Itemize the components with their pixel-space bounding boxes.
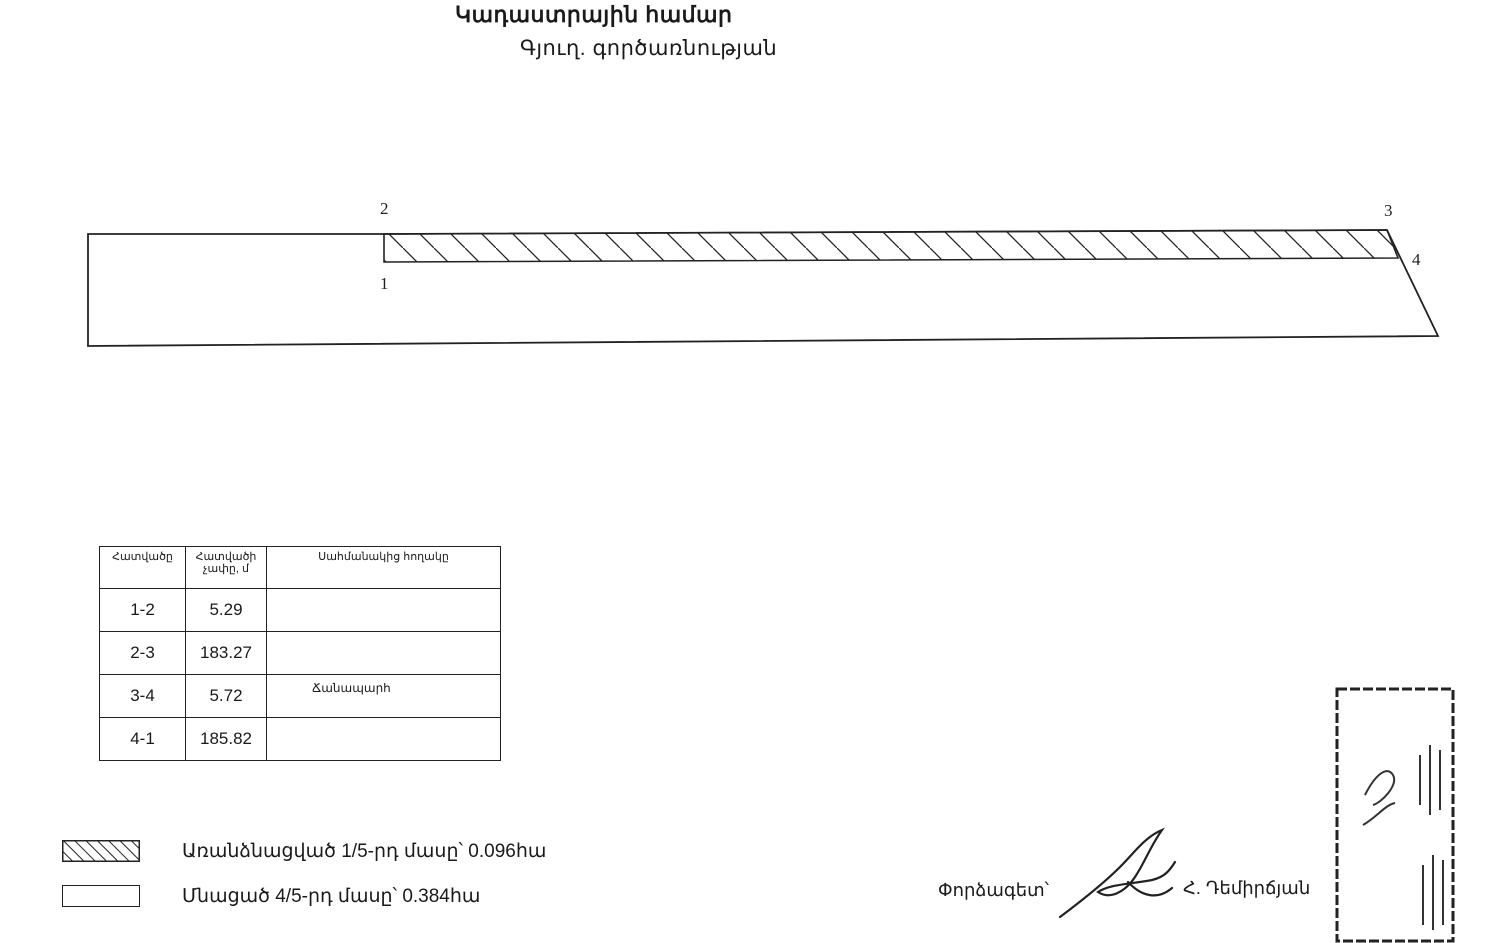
legend-plain-label: Մնացած 4/5-րդ մասը՝ 0.384հա bbox=[182, 885, 481, 907]
length-cell: 5.72 bbox=[186, 675, 267, 718]
table-header-row bbox=[100, 547, 501, 589]
segment-cell: 2-3 bbox=[100, 632, 186, 675]
hatched-swatch bbox=[62, 840, 140, 862]
table-row bbox=[100, 675, 501, 718]
point-label-4: 4 bbox=[1412, 250, 1421, 269]
parcel-plan bbox=[0, 0, 1500, 400]
length-cell: 5.29 bbox=[186, 589, 267, 632]
segment-cell: 1-2 bbox=[100, 589, 186, 632]
document-title: Կադաստրային համար bbox=[455, 2, 733, 27]
point-label-1: 1 bbox=[380, 274, 389, 293]
table-row bbox=[100, 632, 501, 675]
plain-swatch bbox=[62, 885, 140, 907]
point-label-2: 2 bbox=[380, 199, 389, 218]
table-row bbox=[100, 718, 501, 761]
signer-name: Հ. Դեմիրճյան bbox=[1183, 878, 1311, 898]
segment-cell: 3-4 bbox=[100, 675, 186, 718]
handwritten-signature bbox=[1050, 822, 1180, 927]
legend-hatched bbox=[62, 839, 546, 863]
length-cell: 185.82 bbox=[186, 718, 267, 761]
header-segment: Հատվածը bbox=[100, 547, 186, 589]
legend-plain bbox=[62, 884, 480, 908]
neighbor-cell bbox=[267, 718, 501, 761]
boundary-table bbox=[99, 546, 501, 761]
header-length: Հատվածի չափը, մ bbox=[186, 547, 267, 589]
neighbor-cell bbox=[267, 632, 501, 675]
document-subtitle: Գյուղ. գործառնության bbox=[520, 37, 778, 60]
separated-strip bbox=[384, 230, 1398, 262]
point-label-3: 3 bbox=[1384, 201, 1393, 220]
neighbor-cell: Ճանապարհ bbox=[267, 675, 501, 718]
neighbor-cell bbox=[267, 589, 501, 632]
segment-cell: 4-1 bbox=[100, 718, 186, 761]
signer-role: Փորձագետ՝ bbox=[938, 880, 1049, 900]
official-stamp bbox=[1325, 685, 1460, 943]
length-cell: 183.27 bbox=[186, 632, 267, 675]
header-neighbor: Սահմանակից հողակը bbox=[267, 547, 501, 589]
table-row bbox=[100, 589, 501, 632]
legend-hatched-label: Առանձնացված 1/5-րդ մասը՝ 0.096հա bbox=[182, 840, 547, 862]
